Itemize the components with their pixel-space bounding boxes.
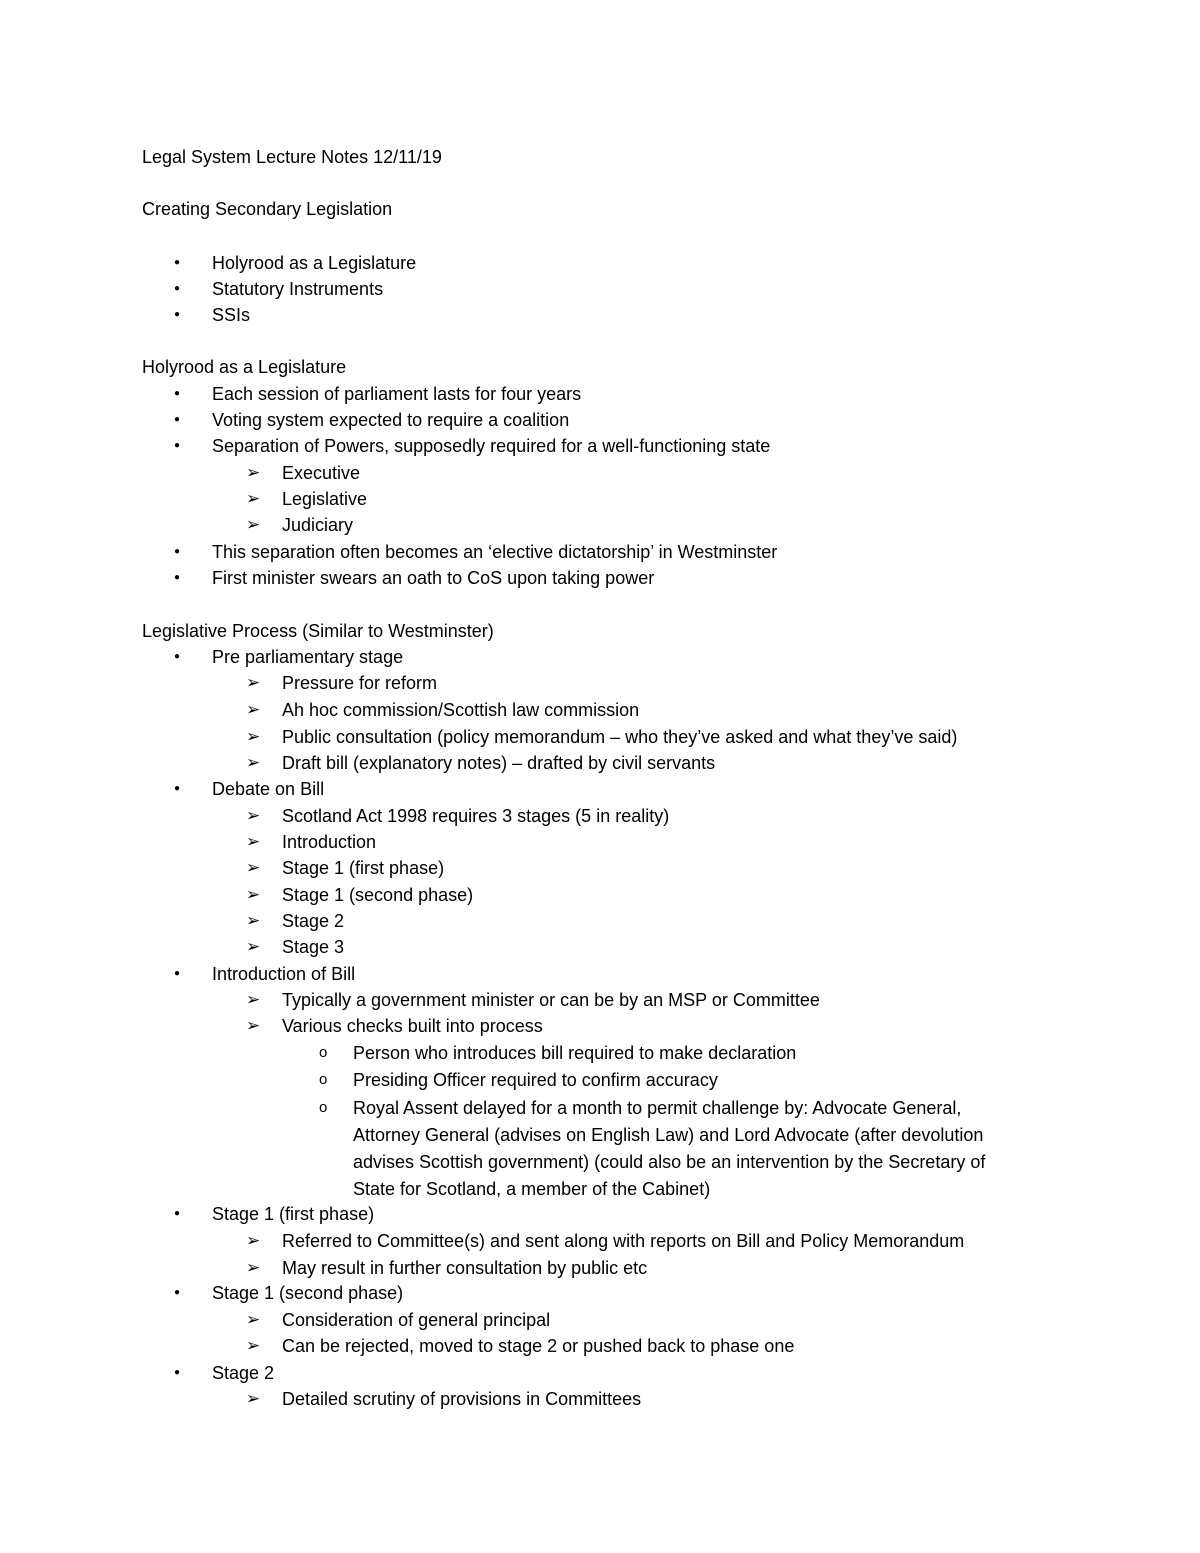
list-item: First minister swears an oath to CoS upon taking power: [212, 568, 655, 588]
bullet-dot-icon: [174, 409, 180, 433]
list-item: Stage 2: [212, 1363, 275, 1383]
sub-list-item: Ah hoc commission/Scottish law commission: [282, 700, 640, 720]
sub-list-item: Consideration of general principal: [282, 1310, 551, 1330]
sub-list-item: Pressure for reform: [282, 673, 438, 693]
arrow-bullet-icon: [246, 514, 260, 537]
sub-sub-list-item-continuation: Attorney General (advises on English Law) and Lord Advocate (after devolution: [353, 1125, 984, 1145]
list-item: Introduction of Bill: [212, 964, 356, 984]
circle-bullet-icon: [319, 1069, 327, 1091]
sub-list-item: Judiciary: [282, 515, 354, 535]
list-item: Pre parliamentary stage: [212, 647, 404, 667]
sub-list-item: Typically a government minister or can be by an MSP or Committee: [282, 990, 820, 1010]
bullet-dot-icon: [174, 435, 180, 459]
arrow-bullet-icon: [246, 726, 260, 749]
list-item: Voting system expected to require a coalition: [212, 410, 570, 430]
arrow-bullet-icon: [246, 857, 260, 880]
list-item: Debate on Bill: [212, 779, 325, 799]
sub-list-item: Stage 1 (first phase): [282, 858, 445, 878]
sub-list-item: Legislative: [282, 489, 368, 509]
sub-list-item: Executive: [282, 463, 361, 483]
sub-list-item: Stage 1 (second phase): [282, 885, 474, 905]
sub-list-item: Stage 2: [282, 911, 345, 931]
bullet-dot-icon: [174, 646, 180, 670]
arrow-bullet-icon: [246, 672, 260, 695]
bullet-dot-icon: [174, 1282, 180, 1306]
sub-sub-list-item: Person who introduces bill required to make declaration: [353, 1043, 797, 1063]
bullet-dot-icon: [174, 252, 180, 276]
arrow-bullet-icon: [246, 831, 260, 854]
sub-sub-list-item-continuation: advises Scottish government) (could also be an intervention by the Secretary of: [353, 1152, 986, 1172]
list-item: Separation of Powers, supposedly required for a well-functioning state: [212, 436, 771, 456]
section-heading: Legislative Process (Similar to Westminster): [142, 621, 494, 641]
bullet-dot-icon: [174, 567, 180, 591]
arrow-bullet-icon: [246, 910, 260, 933]
sub-list-item: Can be rejected, moved to stage 2 or pushed back to phase one: [282, 1336, 795, 1356]
arrow-bullet-icon: [246, 1230, 260, 1253]
sub-list-item: Various checks built into process: [282, 1016, 543, 1036]
list-item: Stage 1 (second phase): [212, 1283, 404, 1303]
circle-bullet-icon: [319, 1097, 327, 1119]
list-item: Holyrood as a Legislature: [212, 253, 417, 273]
arrow-bullet-icon: [246, 1309, 260, 1332]
arrow-bullet-icon: [246, 936, 260, 959]
circle-bullet-icon: [319, 1042, 327, 1064]
arrow-bullet-icon: [246, 462, 260, 485]
sub-sub-list-item-continuation: State for Scotland, a member of the Cabinet): [353, 1179, 711, 1199]
sub-list-item: Draft bill (explanatory notes) – drafted by civil servants: [282, 753, 716, 773]
list-item: SSIs: [212, 305, 251, 325]
sub-sub-list-item: Royal Assent delayed for a month to permit challenge by: Advocate General,: [353, 1098, 962, 1118]
arrow-bullet-icon: [246, 752, 260, 775]
arrow-bullet-icon: [246, 884, 260, 907]
bullet-dot-icon: [174, 1203, 180, 1227]
bullet-dot-icon: [174, 778, 180, 802]
bullet-dot-icon: [174, 963, 180, 987]
list-item: This separation often becomes an ‘elective dictatorship’ in Westminster: [212, 542, 778, 562]
sub-list-item: May result in further consultation by public etc: [282, 1258, 648, 1278]
sub-sub-list-item: Presiding Officer required to confirm accuracy: [353, 1070, 718, 1090]
arrow-bullet-icon: [246, 989, 260, 1012]
arrow-bullet-icon: [246, 1257, 260, 1280]
arrow-bullet-icon: [246, 488, 260, 511]
arrow-bullet-icon: [246, 1388, 260, 1411]
list-item: Stage 1 (first phase): [212, 1204, 375, 1224]
list-item: Each session of parliament lasts for four years: [212, 384, 582, 404]
bullet-dot-icon: [174, 1362, 180, 1386]
bullet-dot-icon: [174, 278, 180, 302]
page-title: Legal System Lecture Notes 12/11/19: [142, 147, 442, 167]
section-heading: Holyrood as a Legislature: [142, 357, 347, 377]
sub-list-item: Introduction: [282, 832, 377, 852]
list-item: Statutory Instruments: [212, 279, 384, 299]
bullet-dot-icon: [174, 304, 180, 328]
arrow-bullet-icon: [246, 1335, 260, 1358]
sub-list-item: Public consultation (policy memorandum – who they’ve asked and what they’ve said): [282, 727, 958, 747]
arrow-bullet-icon: [246, 1015, 260, 1038]
bullet-dot-icon: [174, 383, 180, 407]
bullet-dot-icon: [174, 541, 180, 565]
arrow-bullet-icon: [246, 805, 260, 828]
sub-list-item: Scotland Act 1998 requires 3 stages (5 in reality): [282, 806, 670, 826]
sub-list-item: Detailed scrutiny of provisions in Committees: [282, 1389, 642, 1409]
section-heading: Creating Secondary Legislation: [142, 199, 393, 219]
arrow-bullet-icon: [246, 699, 260, 722]
sub-list-item: Referred to Committee(s) and sent along with reports on Bill and Policy Memorandum: [282, 1231, 965, 1251]
sub-list-item: Stage 3: [282, 937, 345, 957]
